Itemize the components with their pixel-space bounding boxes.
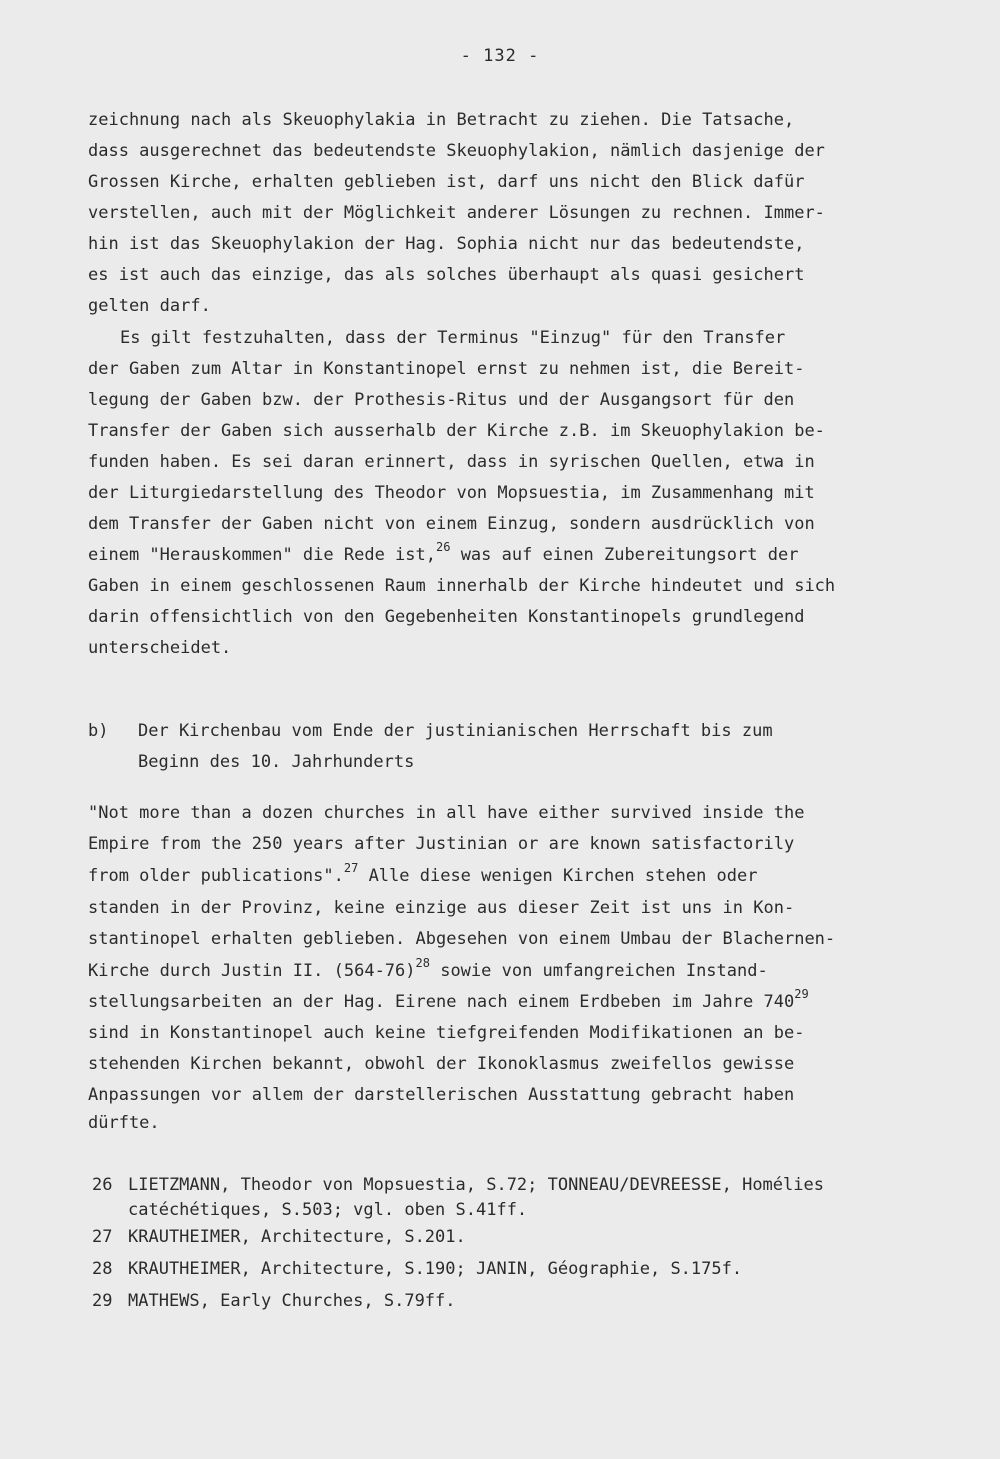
footnote-ref-28[interactable]: 28 [415,956,430,970]
text-line: funden haben. Es sei daran erinnert, dass in syrischen Quellen, etwa in [88,452,815,472]
footnote-ref-27[interactable]: 27 [343,861,359,875]
text-line [88,540,799,565]
footnote-number: 26 [92,1175,113,1195]
text-line: dass ausgerechnet das bedeutendste Skeuophylakion, nämlich dasjenige der [88,141,825,161]
footnote-text: MATHEWS, Early Churches, S.79ff. [128,1291,456,1311]
text-line: verstellen, auch mit der Möglichkeit anderer Lösungen zu rechnen. Immer- [88,203,825,223]
page-number: - 132 - [460,46,540,66]
section-heading: Der Kirchenbau vom Ende der justinianischen Herrschaft bis zum [138,721,773,741]
text-line: sind in Konstantinopel auch keine tiefgreifenden Modifikationen an be- [88,1023,805,1043]
text-line: Es gilt festzuhalten, dass der Terminus "Einzug" für den Transfer [120,328,786,348]
text-segment: Alle diese wenigen Kirchen stehen oder [358,866,758,886]
text-line: "Not more than a dozen churches in all have either survived inside the [88,803,805,823]
footnote-number: 28 [92,1259,113,1279]
footnote-text: KRAUTHEIMER, Architecture, S.190; JANIN, Géographie, S.175f. [128,1259,743,1279]
footnote-ref-29[interactable]: 29 [794,987,809,1001]
text-line: Anpassungen vor allem der darstellerischen Ausstattung gebracht haben [88,1085,795,1105]
text-line: stehenden Kirchen bekannt, obwohl der Ikonoklasmus zweifellos gewisse [88,1054,795,1074]
text-segment: Kirche durch Justin II. (564-76) [88,961,416,981]
footnote-text: catéchétiques, S.503; vgl. oben S.41ff. [128,1200,528,1220]
text-segment: sowie von umfangreichen Instand- [429,961,768,981]
text-line: gelten darf. [88,296,211,316]
text-segment: was auf einen Zubereitungsort der [450,545,799,565]
text-line: der Liturgiedarstellung des Theodor von Mopsuestia, im Zusammenhang mit [88,483,815,503]
text-line: hin ist das Skeuophylakion der Hag. Sophia nicht nur das bedeutendste, [88,234,805,254]
text-line: standen in der Provinz, keine einzige aus dieser Zeit ist uns in Kon- [88,898,795,918]
text-line: dürfte. [88,1113,160,1133]
text-line [88,861,758,886]
text-segment: einem "Herauskommen" die Rede ist, [88,545,436,565]
footnote-number: 29 [92,1291,113,1311]
footnote-number: 27 [92,1227,113,1247]
section-heading: Beginn des 10. Jahrhunderts [138,752,415,772]
text-line: der Gaben zum Altar in Konstantinopel ernst zu nehmen ist, die Bereit- [88,359,805,379]
text-line: Gaben in einem geschlossenen Raum innerhalb der Kirche hindeutet und sich [88,576,836,596]
text-line: darin offensichtlich von den Gegebenheiten Konstantinopels grundlegend [88,607,805,627]
text-line: Grossen Kirche, erhalten geblieben ist, darf uns nicht den Blick dafür [88,172,805,192]
text-line [88,956,768,981]
text-line: zeichnung nach als Skeuophylakia in Betracht zu ziehen. Die Tatsache, [88,110,795,130]
text-line: legung der Gaben bzw. der Prothesis-Ritus und der Ausgangsort für den [88,390,795,410]
text-line: Transfer der Gaben sich ausserhalb der Kirche z.B. im Skeuophylakion be- [88,421,825,441]
text-line: unterscheidet. [88,638,232,658]
footnote-text: KRAUTHEIMER, Architecture, S.201. [128,1227,466,1247]
section-label: b) [88,721,109,741]
footnote-ref-26[interactable]: 26 [436,540,451,554]
text-line: Empire from the 250 years after Justinian or are known satisfactorily [88,834,795,854]
text-segment: from older publications". [88,866,344,886]
footnote-text: LIETZMANN, Theodor von Mopsuestia, S.72; TONNEAU/DEVREESSE, Homélies [128,1175,824,1195]
text-line: stantinopel erhalten geblieben. Abgesehen von einem Umbau der Blachernen- [88,929,836,949]
text-line [88,987,809,1012]
text-line: es ist auch das einzige, das als solches überhaupt als quasi gesichert [88,265,805,285]
text-segment: stellungsarbeiten an der Hag. Eirene nach einem Erdbeben im Jahre 740 [88,992,795,1012]
text-line: dem Transfer der Gaben nicht von einem Einzug, sondern ausdrücklich von [88,514,815,534]
